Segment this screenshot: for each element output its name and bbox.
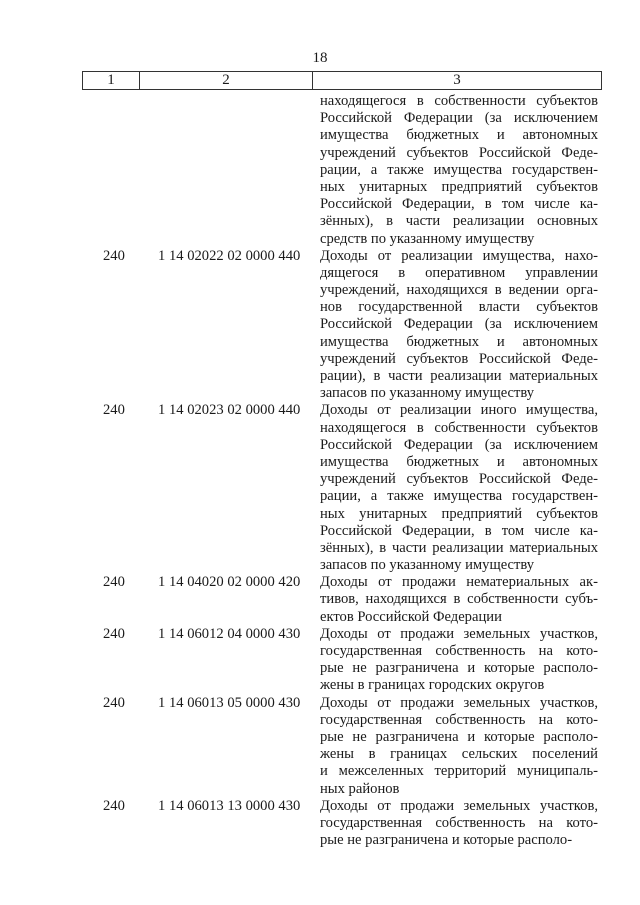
row-line <box>0 351 640 368</box>
row-line <box>0 695 640 712</box>
row-line <box>0 729 640 746</box>
description-line: рации, а также имущества государствен- <box>320 488 598 505</box>
description-line: тивов, находящихся в собственности субъ- <box>320 591 598 608</box>
revenue-code: 1 14 04020 02 0000 420 <box>158 574 301 591</box>
row-line <box>0 781 640 798</box>
description-line: государственная собственность на кото- <box>320 711 598 728</box>
row-line <box>0 626 640 643</box>
description-line: Доходы от продажи нематериальных ак- <box>320 574 598 591</box>
page-number: 18 <box>312 50 328 66</box>
description-line: Российской Федерации (за исключением <box>320 110 598 127</box>
row-line <box>0 591 640 608</box>
row-line <box>0 316 640 333</box>
revenue-code: 1 14 02023 02 0000 440 <box>158 402 301 419</box>
row-line <box>0 282 640 299</box>
row-line <box>0 677 640 694</box>
admin-code: 240 <box>103 625 125 642</box>
revenue-code: 1 14 06013 05 0000 430 <box>158 694 301 711</box>
table-row <box>0 402 640 574</box>
description-line: и межселенных территорий муниципаль- <box>320 763 598 780</box>
table-row <box>0 248 640 403</box>
row-line <box>0 402 640 419</box>
description-line: средств по указанному имуществу <box>320 230 535 247</box>
row-line <box>0 763 640 780</box>
row-line <box>0 110 640 127</box>
description-line: учреждений субъектов Российской Феде- <box>320 471 598 488</box>
description-line: Доходы от реализации имущества, нахо- <box>320 247 598 264</box>
row-line <box>0 213 640 230</box>
row-line <box>0 815 640 832</box>
description-line: нов государственной власти субъектов <box>320 299 598 316</box>
description-line: имущества бюджетных и автономных <box>320 453 598 470</box>
row-line <box>0 265 640 282</box>
description-line: имущества бюджетных и автономных <box>320 333 598 350</box>
description-line: учреждений субъектов Российской Феде- <box>320 144 598 161</box>
revenue-code: 1 14 02022 02 0000 440 <box>158 247 301 264</box>
description-line: ных унитарных предприятий субъектов <box>320 178 598 195</box>
description-line: Российской Федерации (за исключением <box>320 436 598 453</box>
row-line <box>0 196 640 213</box>
description-line: зённых), в части реализации материальных <box>320 539 598 556</box>
column-header-1: 1 <box>83 72 140 90</box>
table-row <box>0 626 640 695</box>
row-line <box>0 368 640 385</box>
description-line: жены в границах городских округов <box>320 677 545 694</box>
column-header-table <box>82 71 602 90</box>
description-line: зённых), в части реализации основных <box>320 213 598 230</box>
row-line <box>0 574 640 591</box>
table-row <box>0 798 640 850</box>
table-row <box>0 574 640 626</box>
row-line <box>0 488 640 505</box>
description-line: рые не разграничена и которые располо- <box>320 832 573 849</box>
admin-code: 240 <box>103 247 125 264</box>
description-line: имущества бюджетных и автономных <box>320 127 598 144</box>
description-line: учреждений субъектов Российской Феде- <box>320 350 598 367</box>
row-line <box>0 93 640 110</box>
row-line <box>0 523 640 540</box>
description-line: государственная собственность на кото- <box>320 814 598 831</box>
description-line: Доходы от продажи земельных участков, <box>320 625 598 642</box>
revenue-code: 1 14 06012 04 0000 430 <box>158 625 301 642</box>
table-row <box>0 93 640 248</box>
description-line: рые не разграничена и которые располо- <box>320 728 598 745</box>
row-line <box>0 420 640 437</box>
description-line: рации, а также имущества государствен- <box>320 161 598 178</box>
row-line <box>0 609 640 626</box>
revenue-code: 1 14 06013 13 0000 430 <box>158 797 301 814</box>
description-line: Доходы от продажи земельных участков, <box>320 694 598 711</box>
description-line: ных унитарных предприятий субъектов <box>320 505 598 522</box>
row-line <box>0 385 640 402</box>
row-line <box>0 471 640 488</box>
column-header-3: 3 <box>313 72 602 90</box>
row-line <box>0 162 640 179</box>
row-line <box>0 832 640 849</box>
row-line <box>0 454 640 471</box>
description-line: Доходы от продажи земельных участков, <box>320 797 598 814</box>
row-line <box>0 179 640 196</box>
row-line <box>0 248 640 265</box>
row-line <box>0 643 640 660</box>
revenue-code-list <box>0 93 640 849</box>
row-line <box>0 746 640 763</box>
column-header-2: 2 <box>140 72 313 90</box>
row-line <box>0 712 640 729</box>
row-line <box>0 299 640 316</box>
description-line: находящегося в собственности субъектов <box>320 93 598 109</box>
description-line: Российской Федерации, в том числе ка- <box>320 196 598 213</box>
description-line: находящегося в собственности субъектов <box>320 419 598 436</box>
description-line: рые не разграничена и которые располо- <box>320 660 598 677</box>
row-line <box>0 437 640 454</box>
row-line <box>0 798 640 815</box>
description-line: Российской Федерации (за исключением <box>320 316 598 333</box>
description-line: ектов Российской Федерации <box>320 608 502 625</box>
description-line: запасов по указанному имуществу <box>320 557 535 574</box>
row-line <box>0 506 640 523</box>
row-line <box>0 127 640 144</box>
admin-code: 240 <box>103 797 125 814</box>
description-line: жены в границах сельских поселений <box>320 746 598 763</box>
description-line: дящегося в оперативном управлении <box>320 264 598 281</box>
admin-code: 240 <box>103 574 125 591</box>
row-line <box>0 540 640 557</box>
description-line: государственная собственность на кото- <box>320 643 598 659</box>
row-line <box>0 145 640 162</box>
description-line: Доходы от реализации иного имущества, <box>320 402 598 419</box>
row-line <box>0 557 640 574</box>
row-line <box>0 334 640 351</box>
description-line: ных районов <box>320 780 400 797</box>
admin-code: 240 <box>103 402 125 419</box>
description-line: запасов по указанному имуществу <box>320 385 535 402</box>
description-line: учреждений, находящихся в ведении орга- <box>320 282 598 299</box>
description-line: рации), в части реализации материальных <box>320 368 598 384</box>
row-line <box>0 660 640 677</box>
description-line: Российской Федерации, в том числе ка- <box>320 522 598 539</box>
row-line <box>0 231 640 248</box>
admin-code: 240 <box>103 694 125 711</box>
table-row <box>0 695 640 798</box>
